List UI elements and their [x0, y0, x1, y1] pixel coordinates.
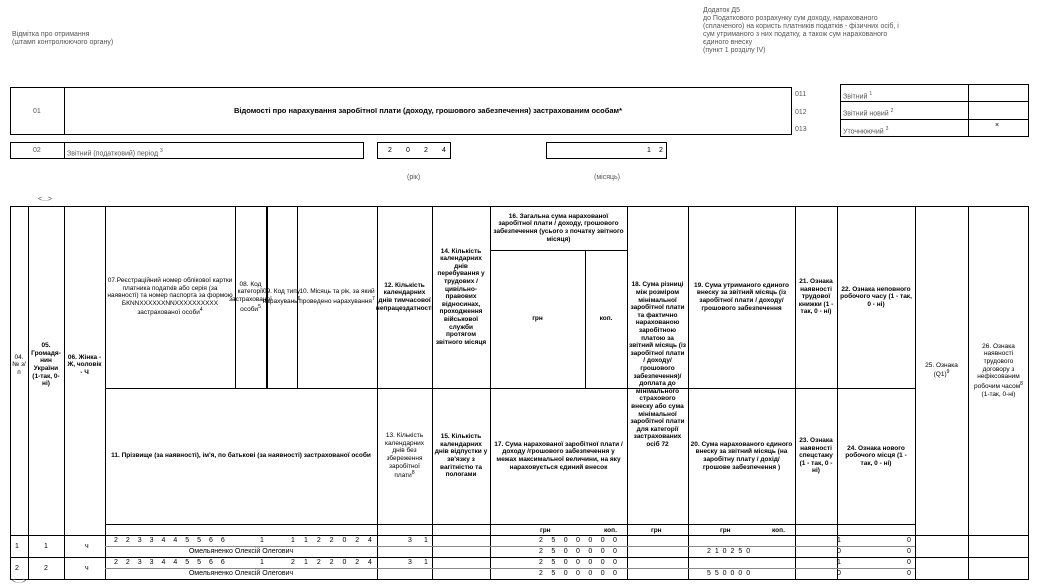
col-23-header: 23. Ознака наявності спецстажу (1 - так, 0 - ні) — [799, 437, 833, 475]
flag-21: 1 — [837, 537, 841, 544]
table-row — [10, 535, 1029, 557]
unit-kop-20: коп. — [772, 527, 785, 534]
col-16-kop: коп. — [599, 315, 613, 323]
report-type-new: Звітний новий $^2$ — [843, 108, 894, 118]
col-16-header: 16. Загальна сума нарахованої заробітної плати / доходу, грошового забезпечення (усього з початку звітного місяця) — [493, 212, 624, 243]
col-05-header: 05. Громадя-нин України (1-так, 0-ні) — [31, 342, 61, 388]
rnokpp-digits: 2 2 3 3 4 4 5 5 6 6 — [114, 537, 225, 544]
ellipsis-top: <...> — [38, 196, 53, 203]
flag-23: 0 — [837, 570, 841, 577]
unit-uah-20: грн — [720, 527, 731, 534]
col-15-header: 15. Кількість календарних днів відпустки у зв'язку з вагітністю та пологами — [434, 433, 488, 479]
appendix-line: Додаток Д5 — [703, 7, 741, 14]
sum16-digits: 2 5 0 0 0 0 0 — [539, 537, 617, 544]
col-07-header: 07.Реєстраційний номер облікової картки платника податків або серія (за наявності) та номер паспорта за формою БКNNXXXXXXNNXXXXXXXXXX застрахованої особи$^4$ — [107, 276, 233, 317]
row-number: 1 — [15, 543, 19, 550]
gender: ч — [85, 543, 89, 550]
days-12: 3 — [408, 559, 412, 566]
unit-uah-18: грн — [651, 527, 662, 534]
col-16-uah: грн — [532, 315, 543, 323]
citizen-flag: 1 — [44, 543, 48, 550]
code-011: 011 — [795, 91, 807, 98]
code-02: 02 — [33, 147, 41, 154]
col-21-header: 21. Ознака наявності трудової книжки (1 - так, 0 - ні) — [798, 278, 834, 316]
month-caption: (місяць) — [594, 174, 620, 181]
sum-20: 2 1 0 2 5 0 — [707, 548, 752, 555]
report-type-clarifying-mark[interactable]: × — [995, 122, 1000, 129]
code-01: 01 — [33, 108, 41, 115]
receipt-stamp-label: (штамп контролюючого органу) — [12, 39, 114, 46]
month-digits: 1 2 — [647, 147, 663, 154]
category-code: 1 — [260, 537, 264, 544]
sum17-digits: 2 5 0 0 0 0 0 — [539, 570, 617, 577]
rnokpp-digits: 2 2 3 3 4 4 5 5 6 6 — [114, 559, 225, 566]
ellipsis-bottom: <...> — [12, 578, 27, 585]
unit-kop-17: коп. — [604, 527, 617, 534]
period-label: Звітний (податковий) період $^3$ — [67, 148, 163, 158]
report-type-regular: Звітний $^1$ — [843, 91, 873, 101]
year-digits: 2 0 2 4 — [388, 147, 446, 154]
citizen-flag: 2 — [44, 565, 48, 572]
sum16-digits: 2 5 0 0 0 0 0 — [539, 559, 617, 566]
days-13: 1 — [424, 559, 428, 566]
col-14-header: 14. Кількість календарних днів перебування у трудових / цивільно-правових відносинах, проходження військової служби протягом звітного місяця — [435, 247, 487, 346]
appendix-line: сум утриманого з них податку, а також сум нарахованого — [703, 31, 888, 38]
col-17-header: 17. Сума нарахованої заробітної плати / доходу /грошового забезпечення у межах максимальної величини, на яку нараховується єдиний внесок — [494, 440, 623, 471]
col-11-header: 11. Прізвище (за наявності), ім'я, по батькові (за наявності) застрахованої особи — [111, 452, 371, 460]
col-08-header: 08. Код категорії застрахованої особи$^5$ — [229, 280, 272, 313]
year-caption: (рік) — [407, 174, 421, 181]
category-code: 1 — [260, 559, 264, 566]
full-name: Омельяненко Олексій Олегович — [188, 548, 294, 555]
col-24-header: 24. Ознака нового робочого місця (1 - так, 0 - ні) — [845, 444, 907, 467]
col-18-header: 18. Сума різниці між розміром мінімальної заробітної плати та фактично нарахованою заробітною платою за звітний місяць (із заробітної плати / доходу/грошового забезпечення)/ доплата до мінімального страхового внеску або сума мінімальної заробітної плати для категорії застрахованих осіб 72 — [629, 281, 686, 448]
flag-24: 0 — [907, 548, 911, 555]
table-row — [10, 557, 1029, 579]
col-12-header: 12. Кількість календарних днів тимчасової непрацездатності — [375, 281, 434, 312]
code-012: 012 — [795, 109, 807, 116]
col-10-header: 10. Місяць та рік, за який проведено нарахування$^7$ — [299, 288, 375, 306]
receipt-mark-label: Відмітка про отримання — [12, 31, 90, 38]
pay-type-code: 2 — [291, 559, 295, 566]
sum17-digits: 2 5 0 0 0 0 0 — [539, 548, 617, 555]
code-013: 013 — [795, 126, 807, 133]
flag-22: 0 — [907, 559, 911, 566]
days-12: 3 — [408, 537, 412, 544]
flag-23: 0 — [837, 548, 841, 555]
gender: ч — [85, 565, 89, 572]
sum-20: 5 5 0 0 0 0 — [707, 570, 752, 577]
col-06-header: 06. Жінка - Ж, чоловік - Ч — [67, 353, 102, 376]
period-digits: 1 2 2 0 2 4 — [304, 537, 372, 544]
appendix-line: (пункт 1 розділу IV) — [703, 47, 766, 54]
col-19-header: 19. Сума утриманого єдиного внеску за звітний місяць (із заробітної плати / доходу/грошового забезпечення — [694, 281, 789, 312]
flag-24: 0 — [907, 570, 911, 577]
col-13-header: 13. Кількість календарних днів без збереження заробітної плати$^8$ — [384, 432, 425, 480]
row-number: 2 — [15, 565, 19, 572]
unit-uah-17: грн — [540, 527, 551, 534]
appendix-line: (сплаченого) на користь платників податків - фізичних осіб, і — [703, 23, 899, 30]
col-04-header: 04. № з/п — [12, 353, 26, 376]
full-name: Омельяненко Олексій Олегович — [188, 570, 294, 577]
period-digits: 1 2 2 0 2 4 — [304, 559, 372, 566]
col-25-header: 25. Ознака $(Q1)^9$ — [925, 361, 958, 379]
form-title: Відомості про нарахування заробітної плати (доходу, грошового забезпечення) застрахованим особам* — [233, 106, 622, 115]
appendix-note — [703, 7, 943, 55]
col-26-header: 26. Ознака наявності трудового договору з нефіксованим робочим часом$^8$ (1-так, 0-ні) — [974, 342, 1023, 398]
days-13: 1 — [424, 537, 428, 544]
col-20-header: 20. Сума нарахованого єдиного внеску за звітний місяць (на заробітну плату / дохід/грошове забезпечення ) — [690, 440, 793, 471]
flag-21: 1 — [837, 559, 841, 566]
pay-type-code: 1 — [291, 537, 295, 544]
col-22-header: 22. Ознака неповного робочого часу (1 - так, 0 - ні) — [840, 285, 912, 308]
report-type-clarifying: Уточнюючий $^3$ — [843, 126, 889, 136]
appendix-line: єдиного внеску — [703, 39, 753, 46]
appendix-line: до Податкового розрахунку сум доходу, нарахованого — [703, 15, 878, 22]
col-09-header: 09. Код типу нарахувань$^6$ — [262, 288, 301, 306]
flag-22: 0 — [907, 537, 911, 544]
